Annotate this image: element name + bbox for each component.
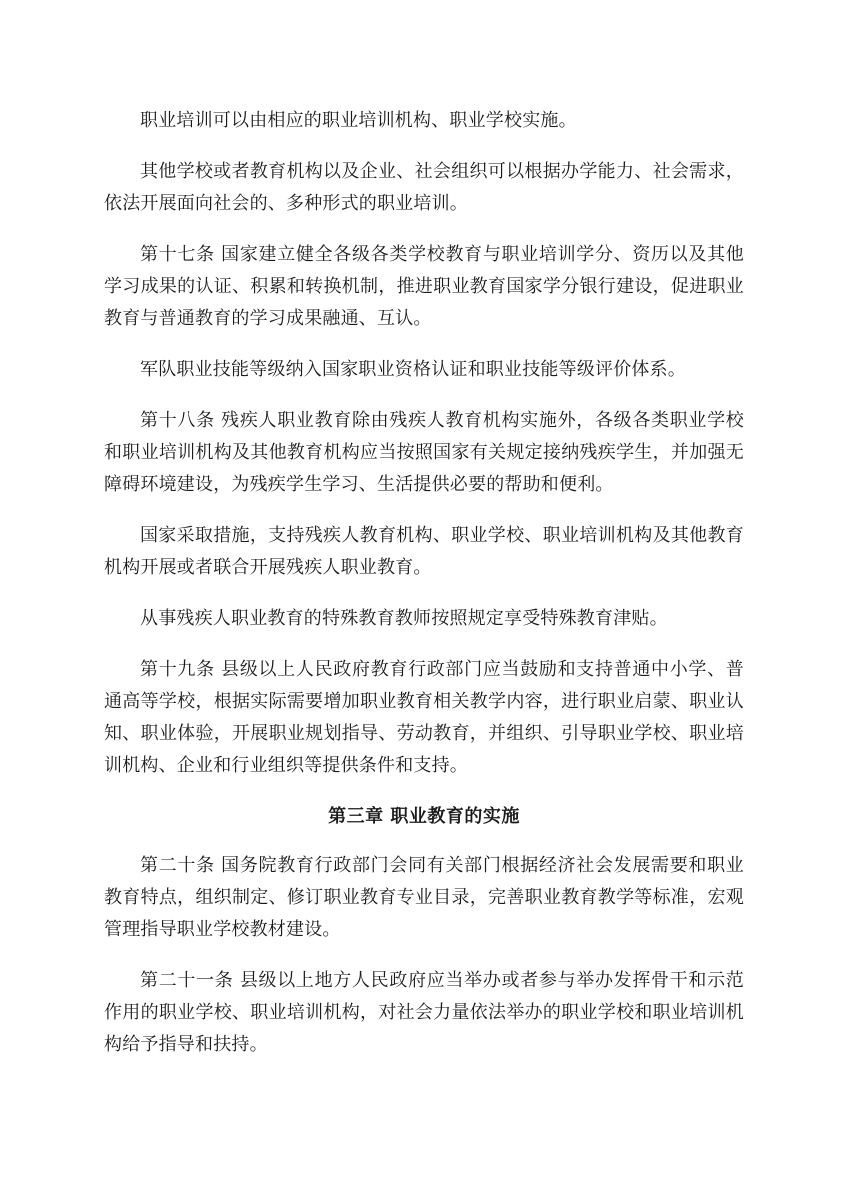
paragraph: 从事残疾人职业教育的特殊教育教师按照规定享受特殊教育津贴。 xyxy=(140,608,668,629)
document-body xyxy=(104,105,744,1080)
article-21-paragraph: 第二十一条 县级以上地方人民政府应当举办或者参与举办发挥骨干和示范作用的职业学校、职业培训机构，对社会力量依法举办的职业学校和职业培训机构给予指导和扶持。 xyxy=(104,970,744,1055)
article-20-paragraph: 第二十条 国务院教育行政部门会同有关部门根据经济社会发展需要和职业教育特点，组织制定、修订职业教育专业目录，完善职业教育教学等标准，宏观管理指导职业学校教材建设。 xyxy=(104,855,744,940)
paragraph: 职业培训可以由相应的职业培训机构、职业学校实施。 xyxy=(140,110,577,131)
paragraph: 军队职业技能等级纳入国家职业资格认证和职业技能等级评价体系。 xyxy=(140,359,686,380)
paragraph: 国家采取措施，支持残疾人教育机构、职业学校、职业培训机构及其他教育机构开展或者联合开展残疾人职业教育。 xyxy=(104,525,744,578)
article-17-paragraph: 第十七条 国家建立健全各级各类学校教育与职业培训学分、资历以及其他学习成果的认证、积累和转换机制，推进职业教育国家学分银行建设，促进职业教育与普通教育的学习成果融通、互认。 xyxy=(104,244,744,329)
paragraph: 其他学校或者教育机构以及企业、社会组织可以根据办学能力、社会需求，依法开展面向社会的、多种形式的职业培训。 xyxy=(104,161,744,214)
article-18-paragraph: 第十八条 残疾人职业教育除由残疾人教育机构实施外，各级各类职业学校和职业培训机构及其他教育机构应当按照国家有关规定接纳残疾学生，并加强无障碍环境建设，为残疾学生学习、生活提供必要的帮助和便利。 xyxy=(104,410,744,495)
article-19-paragraph: 第十九条 县级以上人民政府教育行政部门应当鼓励和支持普通中小学、普通高等学校，根据实际需要增加职业教育相关教学内容，进行职业启蒙、职业认知、职业体验，开展职业规划指导、劳动教育，并组织、引导职业学校、职业培训机构、企业和行业组织等提供条件和支持。 xyxy=(104,659,744,776)
chapter-heading: 第三章 职业教育的实施 xyxy=(328,806,520,827)
